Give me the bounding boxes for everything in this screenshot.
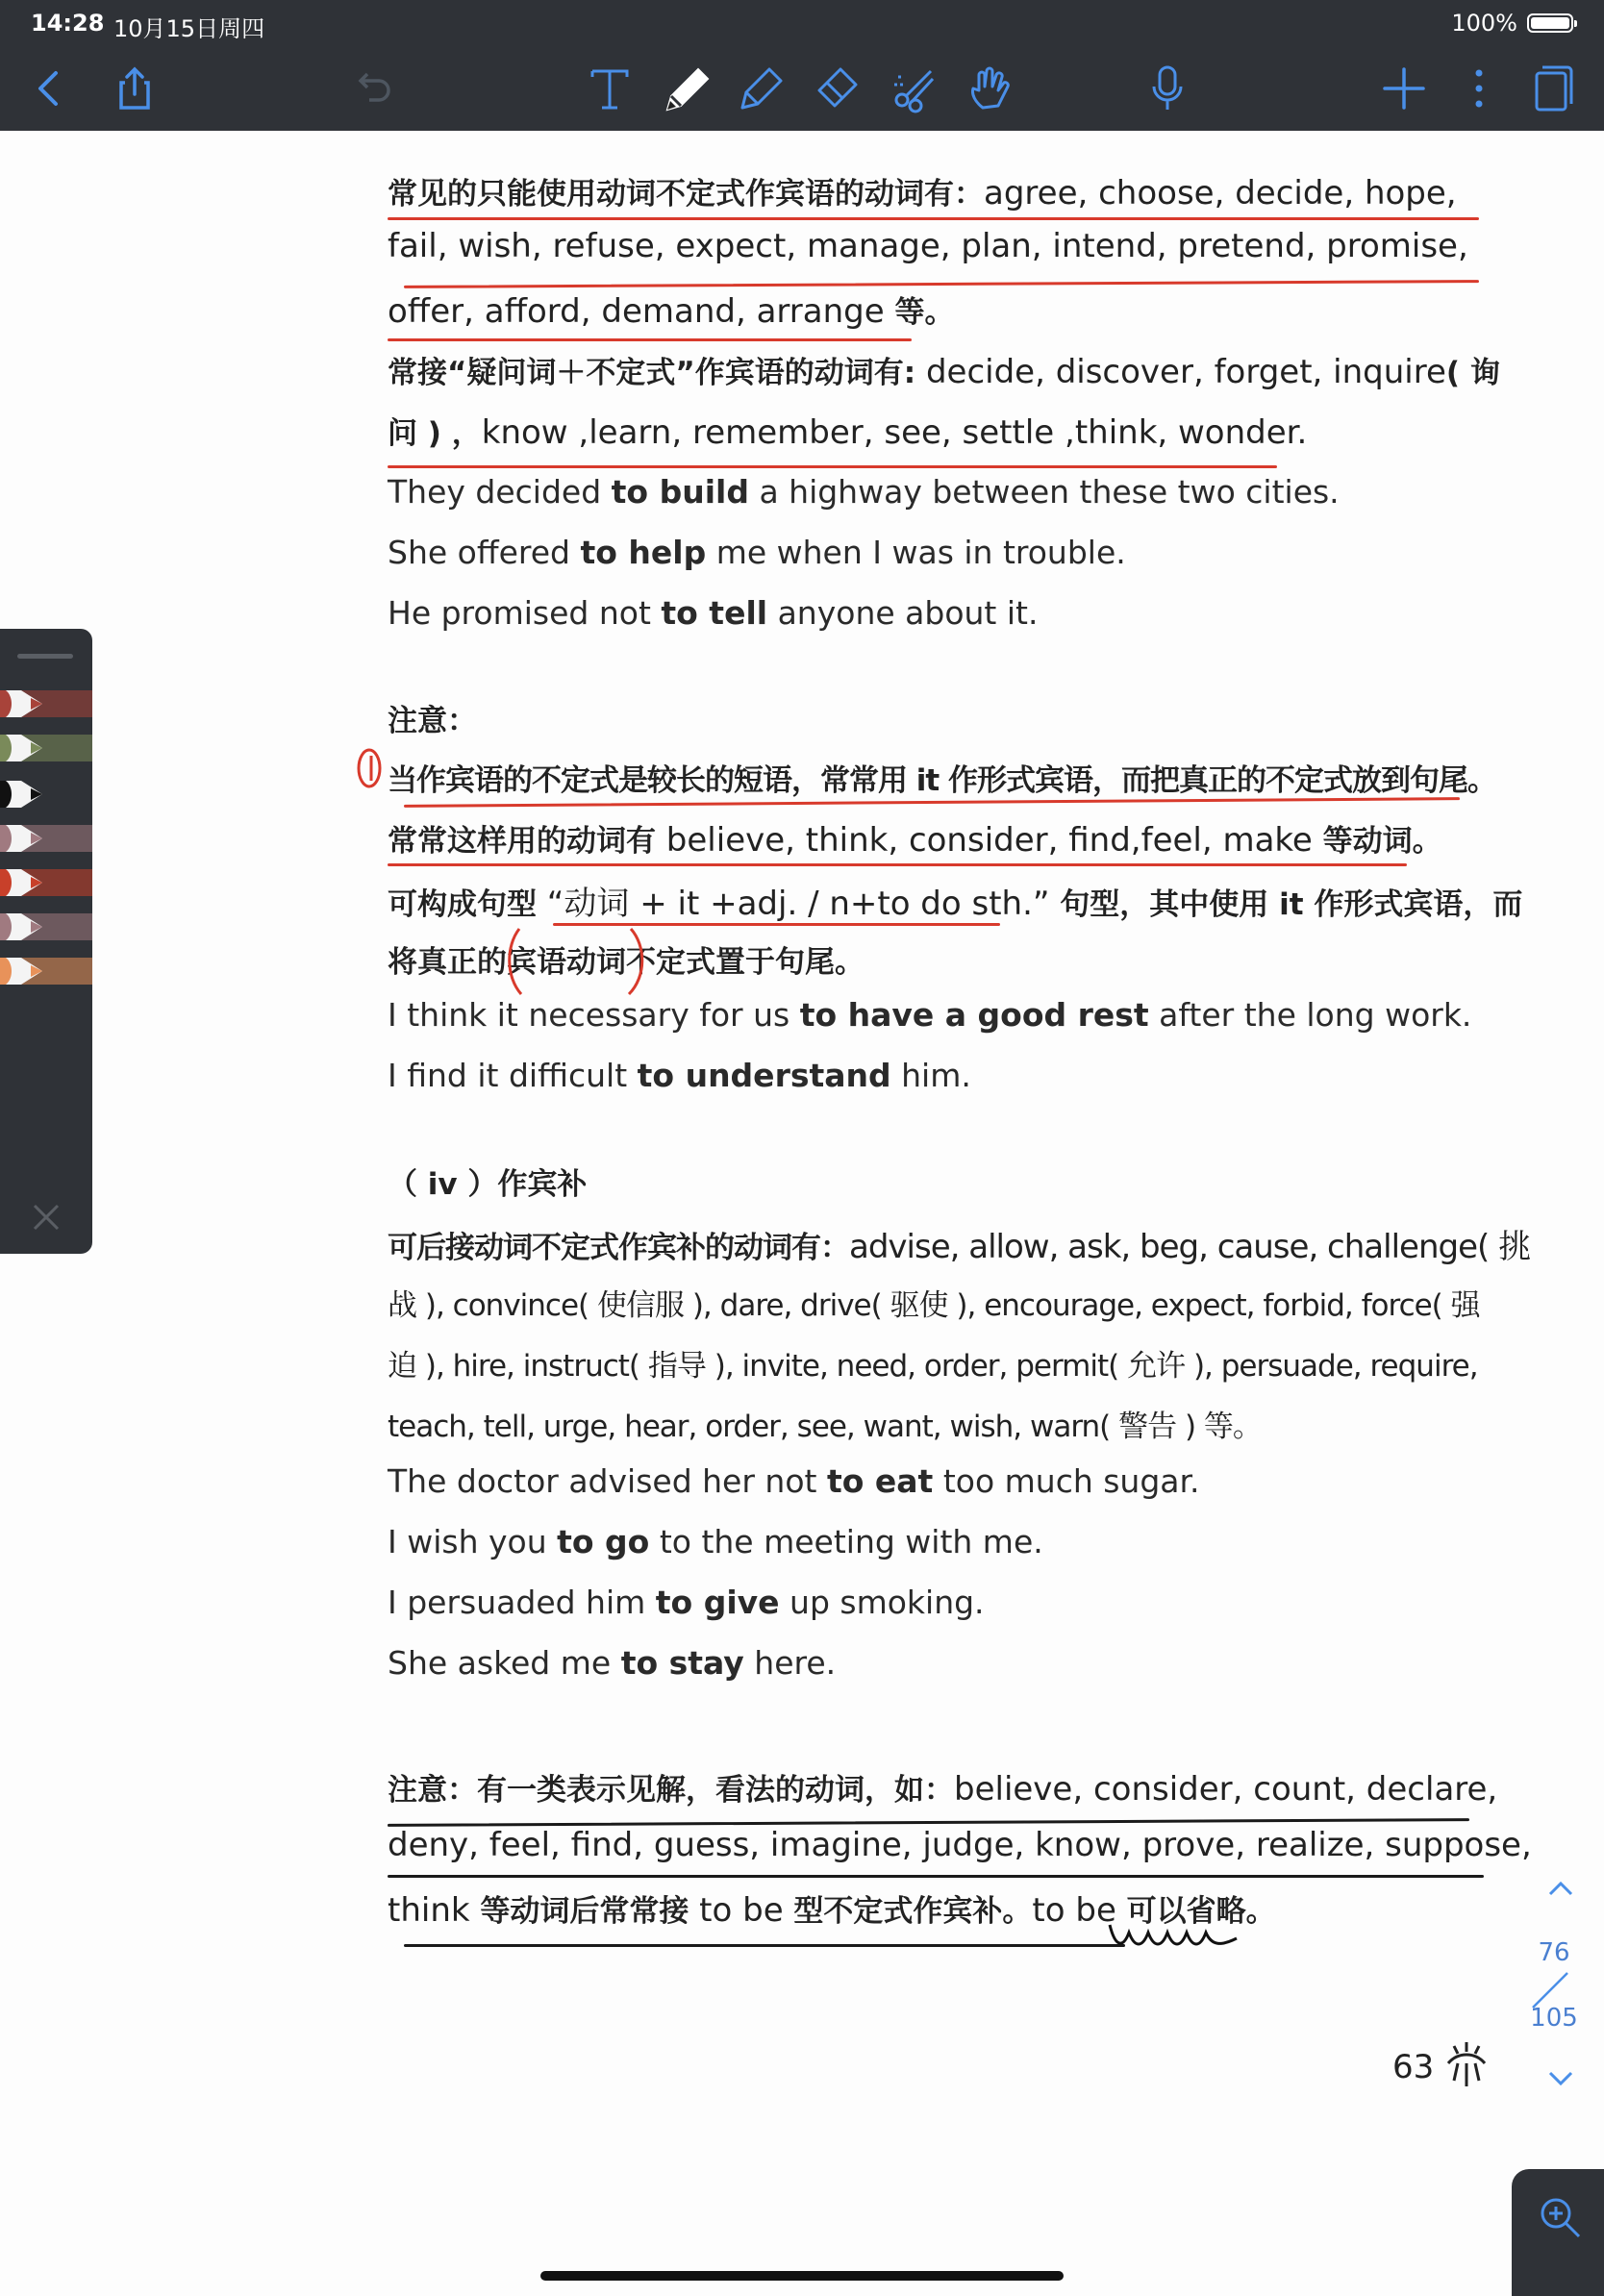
red-underline [388,338,912,341]
text-tool-icon[interactable] [581,60,639,117]
status-date: 10月15日周四 [113,15,265,42]
note-heading: 注意： [388,704,477,738]
black-underline [388,1875,1484,1878]
text-line: 注意：有一类表示见解，看法的动词，如：believe, consider, count, declare, [388,1770,1498,1809]
highlighter-icon[interactable] [733,60,790,117]
handwritten-wavy-underline [1106,1919,1241,1958]
red-underline [388,217,1479,220]
red-underline [388,465,1277,468]
page-number: 63 [1392,2048,1435,2086]
undo-icon[interactable] [344,60,402,117]
example-sentence: I persuaded him to give up smoking. [388,1584,985,1621]
pages-icon[interactable] [1523,60,1581,117]
example-sentence: She asked me to stay here. [388,1644,837,1682]
black-underline [404,1944,1125,1947]
toolbar [0,46,1604,131]
zoom-button[interactable] [1512,2169,1604,2296]
mic-icon[interactable] [1139,60,1196,117]
page-navigator [1517,1875,1604,2096]
more-icon[interactable] [1450,60,1508,117]
example-sentence: The doctor advised her not to eat too much sugar. [388,1462,1200,1500]
back-icon[interactable] [21,60,79,117]
text-line: 可构成句型 “动词 + it +adj. / n+to do sth.” 句型，其中使用 it 作形式宾语，而 [388,885,1523,923]
text-line: 当作宾语的不定式是较长的短语，常常用 it 作形式宾语，而把真正的不定式放到句尾。 [388,763,1497,798]
battery-percent: 100% [1451,10,1517,37]
eraser-icon[interactable] [808,60,865,117]
chevron-down-icon[interactable] [1546,2063,1575,2092]
section-heading: （ iv ）作宾补 [388,1167,588,1202]
red-underline [388,863,1407,866]
battery-icon [1527,13,1573,33]
current-page: 76 [1538,1938,1570,1967]
document-page[interactable] [0,131,1604,2296]
pen-palette [0,629,92,1254]
text-line: deny, feel, find, guess, imagine, judge, know, prove, realize, suppose, [388,1826,1532,1864]
status-time: 14:28 [31,10,105,37]
example-sentence: I find it difficult to understand him. [388,1057,971,1094]
lasso-scissors-icon[interactable] [887,60,944,117]
example-sentence: He promised not to tell anyone about it. [388,594,1039,632]
example-sentence: They decided to build a highway between these two cities. [388,473,1340,511]
text-line: 将真正的宾语动词不定式置于句尾。 [388,945,865,980]
text-line: 迫 ), hire, instruct( 指导 ), invite, need, order, permit( 允许 ), persuade, require, [388,1349,1478,1384]
text-line: 战 ), convince( 使信服 ), dare, drive( 驱使 ), encourage, expect, forbid, force( 强 [388,1288,1480,1323]
text-line: fail, wish, refuse, expect, manage, plan, intend, pretend, promise, [388,227,1468,265]
text-line: 问 ) ，know ,learn, remember, see, settle ,think, wonder. [388,413,1308,452]
status-bar [0,0,1604,46]
home-indicator[interactable] [540,2271,1064,2281]
pen-swatch[interactable] [0,944,92,998]
share-icon[interactable] [106,60,163,117]
text-line: teach, tell, urge, hear, order, see, want, wish, warn( 警告 ) 等。 [388,1410,1262,1444]
text-line: offer, afford, demand, arrange 等。 [388,292,955,331]
text-line: 常接“疑问词＋不定式”作宾语的动词有: decide, discover, forget, inquire( 询 [388,353,1500,391]
close-icon[interactable] [29,1200,63,1235]
handwritten-brackets [502,923,656,1000]
text-line: 常常这样用的动词有 believe, think, consider, find,feel, make 等动词。 [388,821,1442,860]
total-pages: 105 [1530,2004,1578,2033]
hand-icon[interactable] [962,60,1019,117]
text-line: 可后接动词不定式作宾补的动词有：advise, allow, ask, beg, cause, challenge( 挑 [388,1228,1531,1266]
zoom-in-icon [1537,2194,1583,2240]
text-line: think 等动词后常常接 to be 型不定式作宾补。to be 可以省略。 [388,1891,1276,1930]
palette-grip[interactable] [17,654,73,659]
add-icon[interactable] [1375,60,1433,117]
chevron-up-icon[interactable] [1546,1875,1575,1904]
page-decoration-icon [1441,2038,1492,2094]
handwritten-circle-one [354,746,388,790]
example-sentence: I think it necessary for us to have a good rest after the long work. [388,996,1472,1034]
pen-icon[interactable] [658,60,715,117]
example-sentence: She offered to help me when I was in trouble. [388,534,1126,571]
text-line: 常见的只能使用动词不定式作宾语的动词有：agree, choose, decide, hope, [388,174,1457,212]
example-sentence: I wish you to go to the meeting with me. [388,1523,1043,1560]
